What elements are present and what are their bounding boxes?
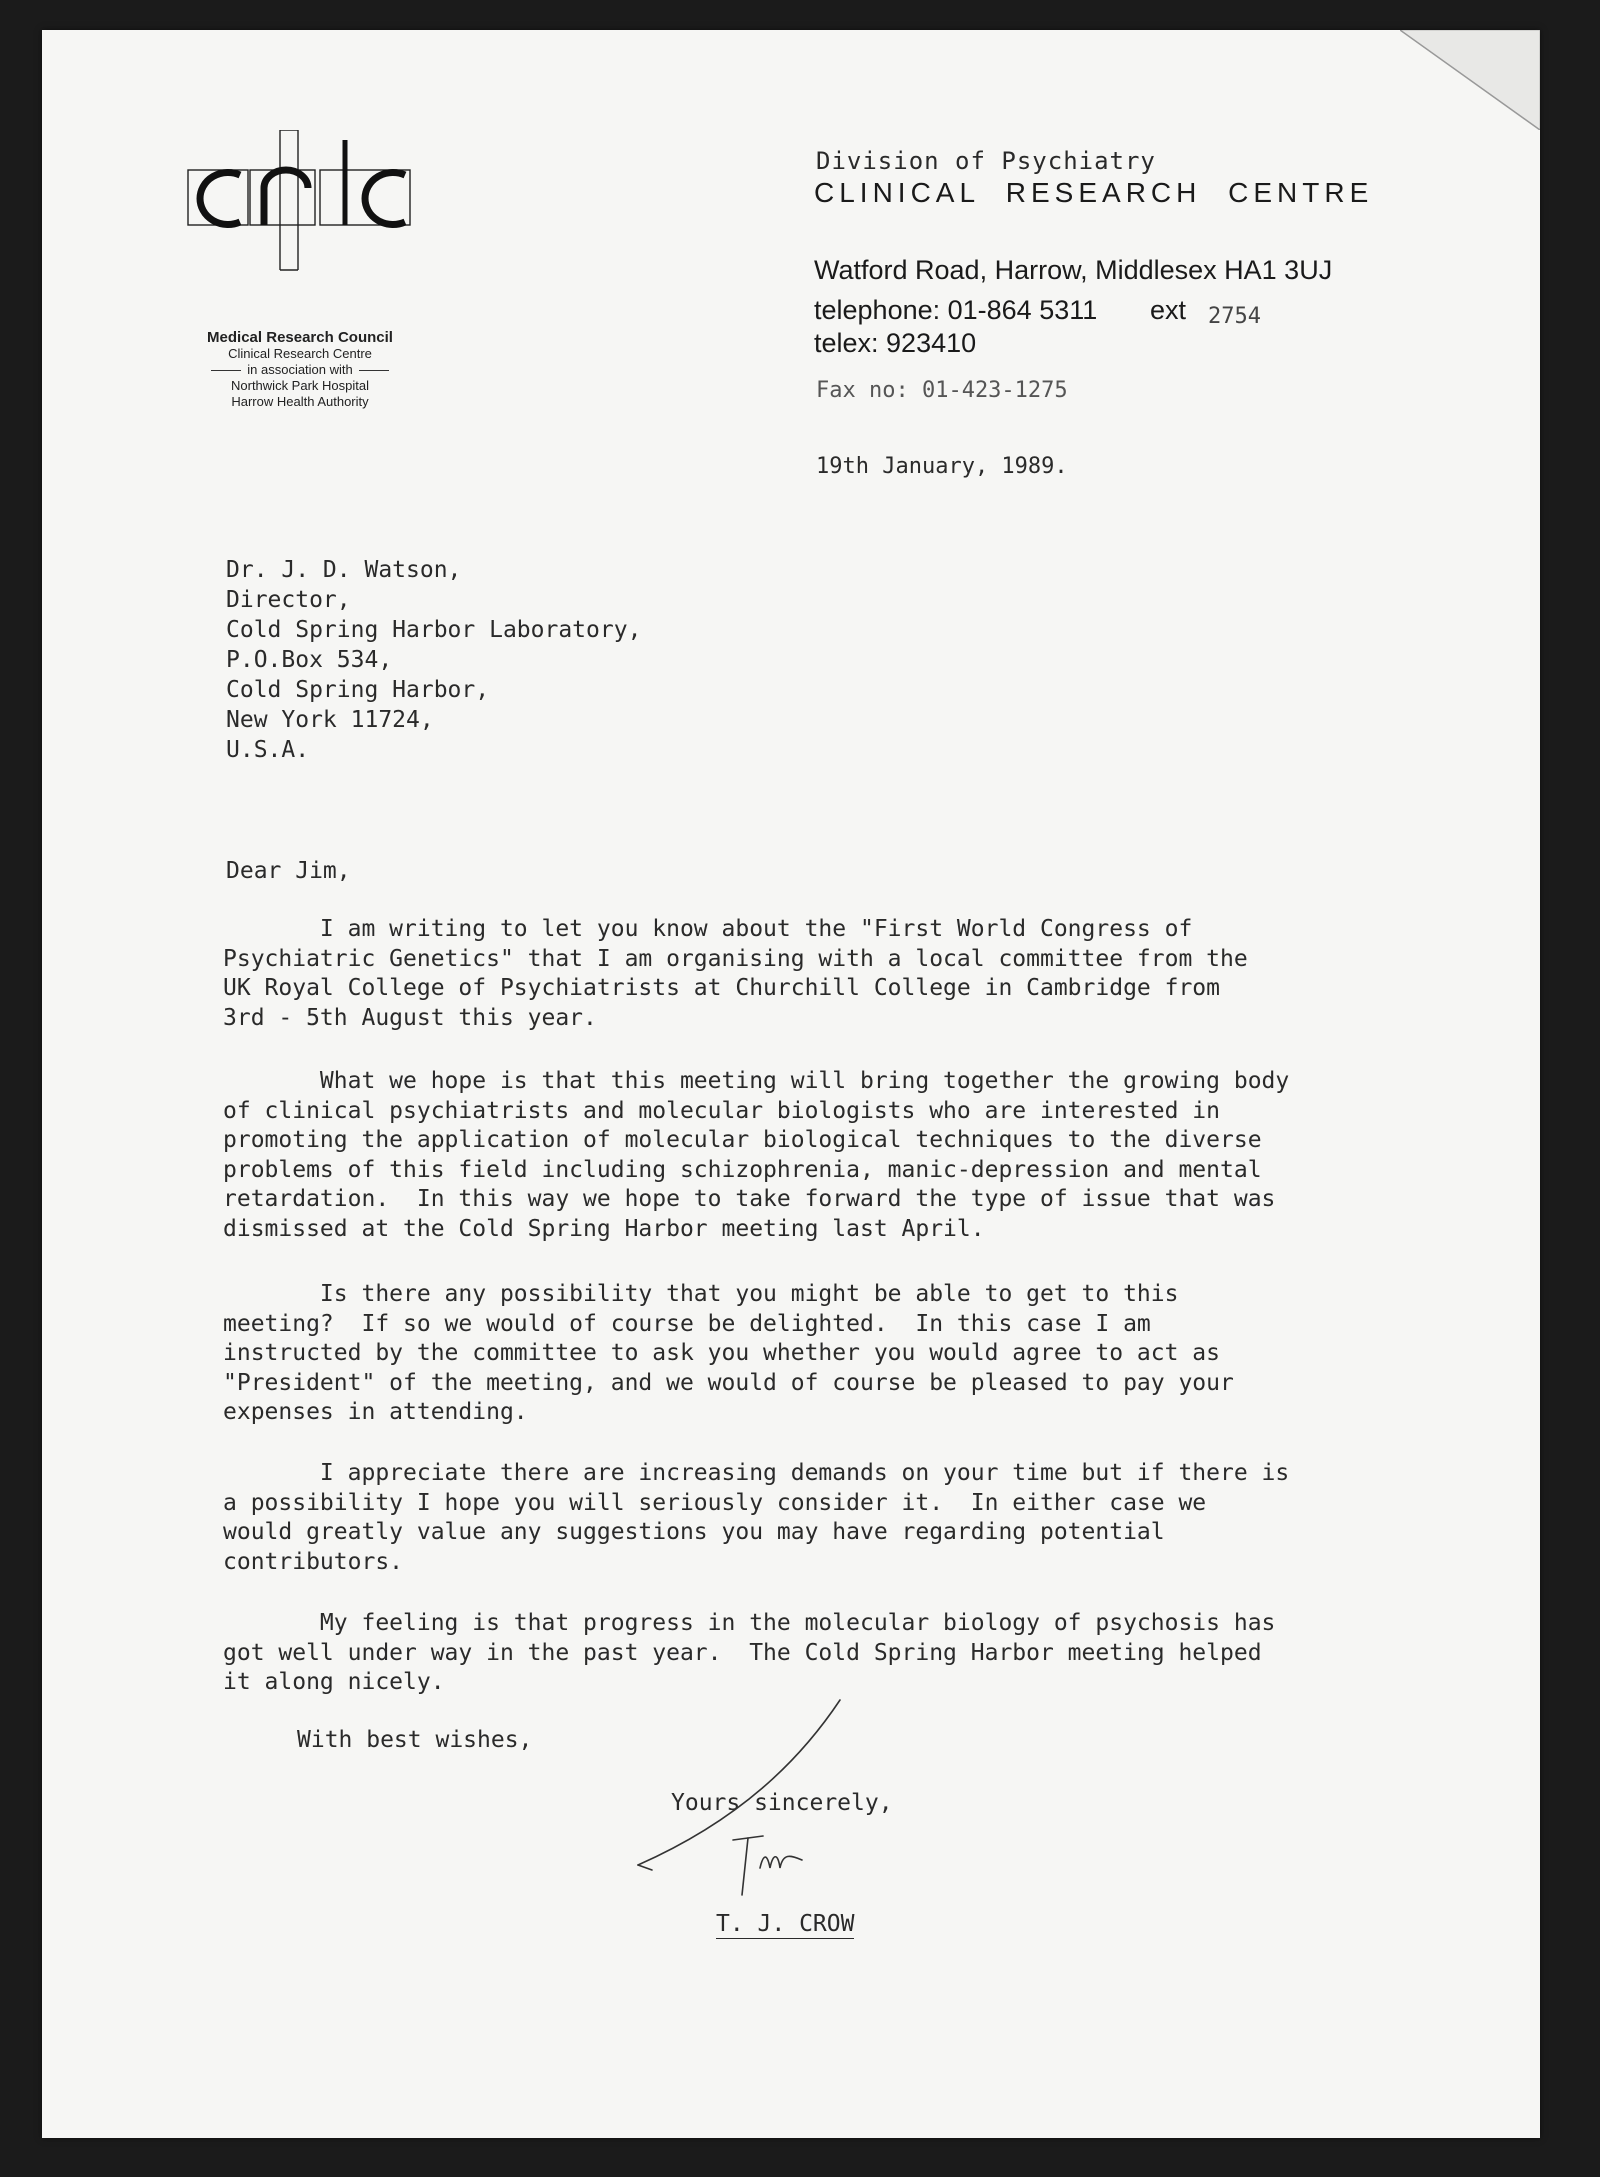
body-paragraph [223,1067,1383,1245]
handwritten-signature [630,1690,870,1900]
recipient-address [226,555,641,765]
paragraph-line: retardation. In this way we hope to take forward the type of issue that was [223,1186,1276,1213]
paragraph-line: Psychiatric Genetics" that I am organising with a local committee from the [223,945,1248,972]
paragraph-line: promoting the application of molecular biological techniques to the diverse [223,1127,1262,1154]
address-line: Watford Road, Harrow, Middlesex HA1 3UJ [814,255,1333,285]
paragraph-line: I appreciate there are increasing demands on your time but if there is [223,1460,1290,1486]
caption-line: Harrow Health Authority [231,394,369,409]
caption-line: Northwick Park Hospital [231,378,369,393]
paragraph-line: I am writing to let you know about the "First World Congress of [223,916,1193,942]
org-name: Medical Research Council [207,329,393,346]
folded-corner [1400,30,1540,130]
recipient-line: Cold Spring Harbor Laboratory, [226,617,642,643]
closing-yours: Yours sincerely, [671,1790,893,1816]
caption-assoc-text: in association with [247,362,353,377]
paragraph-line: My feeling is that progress in the molecular biology of psychosis has [223,1610,1276,1636]
paragraph-line: What we hope is that this meeting will bring together the growing body [223,1068,1290,1094]
paragraph-line: it along nicely. [223,1669,445,1696]
crc-logo [180,130,420,320]
paragraph-line: got well under way in the past year. The Cold Spring Harbor meeting helped [223,1639,1262,1666]
paragraph-line: meeting? If so we would of course be delighted. In this case I am [223,1310,1151,1337]
paragraph-line: dismissed at the Cold Spring Harbor meeting last April. [223,1215,985,1242]
body-paragraph [223,1609,1383,1698]
paragraph-line: expenses in attending. [223,1399,528,1426]
paragraph-line: contributors. [223,1548,404,1575]
paragraph-line: Is there any possibility that you might be able to get to this [223,1281,1179,1307]
telephone-line: telephone: 01-864 5311 [814,295,1098,325]
paragraph-line: 3rd - 5th August this year. [223,1004,597,1031]
caption-association [150,362,450,378]
recipient-line: U.S.A. [226,737,310,763]
extension-label: ext [1150,295,1187,325]
division-title: Division of Psychiatry [816,147,1156,175]
paragraph-line: UK Royal College of Psychiatrists at Churchill College in Cambridge from [223,975,1220,1002]
caption-line: Clinical Research Centre [228,346,372,361]
salutation: Dear Jim, [226,858,351,884]
recipient-line: Dr. J. D. Watson, [226,557,462,583]
letter-date: 19th January, 1989. [816,454,1068,479]
telex-line: telex: 923410 [814,328,977,358]
body-paragraph [223,1280,1383,1428]
paragraph-line: would greatly value any suggestions you may have regarding potential [223,1519,1165,1546]
paragraph-line: "President" of the meeting, and we would of course be pleased to pay your [223,1369,1234,1396]
centre-title: CLINICAL RESEARCH CENTRE [814,177,1374,208]
fax-line: Fax no: 01-423-1275 [816,378,1068,403]
paragraph-line: problems of this field including schizophrenia, manic-depression and mental [223,1156,1262,1183]
recipient-line: Cold Spring Harbor, [226,677,490,703]
recipient-line: New York 11724, [226,707,434,733]
recipient-line: P.O.Box 534, [226,647,393,673]
signatory-name: T. J. CROW [716,1911,855,1937]
paragraph-line: a possibility I hope you will seriously consider it. In either case we [223,1489,1207,1516]
extension-number: 2754 [1208,304,1261,329]
paragraph-line: instructed by the committee to ask you whether you would agree to act as [223,1340,1220,1367]
body-paragraph [223,1459,1383,1577]
closing-wishes: With best wishes, [297,1727,533,1753]
body-paragraph [223,915,1383,1033]
recipient-line: Director, [226,587,351,613]
logo-caption [150,330,450,410]
paragraph-line: of clinical psychiatrists and molecular biologists who are interested in [223,1097,1220,1124]
